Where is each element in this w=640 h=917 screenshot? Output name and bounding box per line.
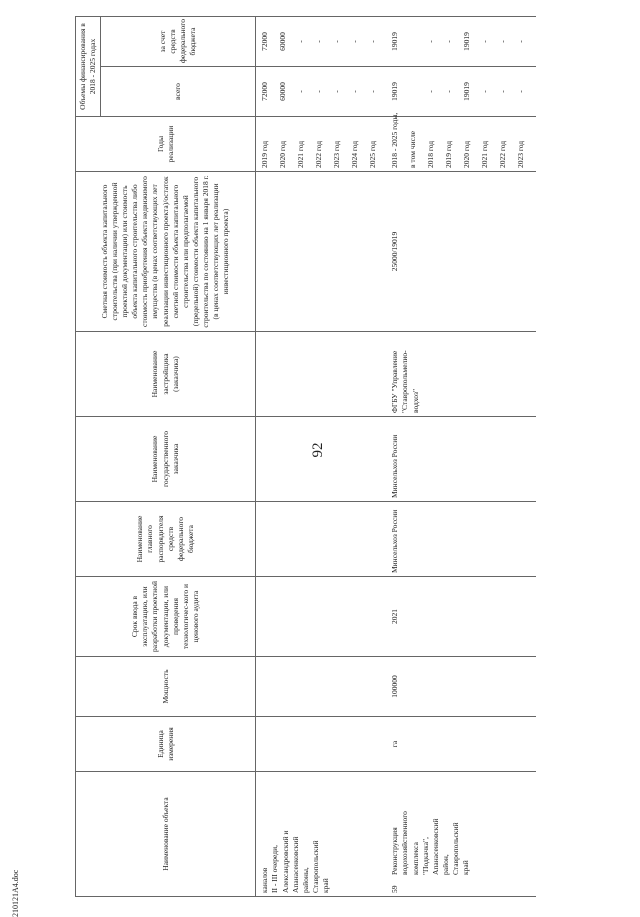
- rotated-table-wrapper: [75, 17, 575, 897]
- row59-total: 19019 - - 19019 - - -: [388, 67, 536, 117]
- header-deadline: Срок ввода в эксплуатацию, или разработки проектной документации, или проведения технологичес-кого и ценового аудита: [76, 577, 256, 657]
- row59-number: 59: [390, 885, 400, 893]
- header-customer: Наименование государственного заказчика: [76, 417, 256, 502]
- header-cost: Сметная стоимость объекта капитального строительства (при наличии утвержденной проектной документации) или стоимость объекта капитального строительства либо стоимость приобретения объекта недвижимого имущества (в ценах соответствующих лет реализации инвестиционного проекта)/остаток сметной стоимости объекта капитального строительства или предполагаемой (предельной) стоимости объекта капитального строительства по состоянию на 1 января 2018 г. (в ценах соответствующих лет реализации инвестиционного проекта): [76, 172, 256, 332]
- header-years: Годы реализации: [76, 117, 256, 172]
- table-header: [76, 17, 256, 897]
- investment-table: [75, 16, 536, 897]
- row59-federal: 19019 - - 19019 - - -: [388, 17, 536, 67]
- header-manager: Наименование главного распорядителя средств федерального бюджета: [76, 502, 256, 577]
- table-row: [256, 17, 389, 897]
- header-unit: Единица измерения: [76, 717, 256, 772]
- row59-developer: ФГБУ "Управление "Ставропольмелио-водхоз": [388, 332, 536, 417]
- footer-filename: 210121A4.doc: [11, 869, 20, 917]
- header-capacity: Мощность: [76, 657, 256, 717]
- prev-row-total: 72000 60000 - - - - -: [256, 67, 389, 117]
- prev-row-federal: 72000 60000 - - - - -: [256, 17, 389, 67]
- row59-years: 2018 - 2025 годы, в том числе 2018 год 2019 год 2020 год 2021 год 2022 год 2023 год: [388, 117, 536, 172]
- row59-cost: 25000/19019: [388, 172, 536, 332]
- header-federal: за счет средств федерального бюджета: [101, 17, 256, 67]
- row59-name: 59 Реконструкция водохозяйственного комплекса "Подкачка", Апанасенковский район, Ставропольский край: [388, 772, 536, 897]
- row59-unit: га: [388, 717, 536, 772]
- page-number: 92: [310, 442, 326, 458]
- prev-row-years: 2019 год 2020 год 2021 год 2022 год 2023 год 2024 год 2025 год: [256, 117, 389, 172]
- header-funding: Объемы финансирования в 2018 - 2025 годах: [76, 17, 101, 117]
- header-developer: Наименование застройщика (заказчика): [76, 332, 256, 417]
- row59-deadline: 2021: [388, 577, 536, 657]
- prev-row-name: каналов II - III очереди, Александровский и Апанасенковский районы, Ставропольский край: [256, 772, 389, 897]
- header-total: всего: [101, 67, 256, 117]
- row59-customer: Минсельхоз России: [388, 417, 536, 502]
- row59-capacity: 100000: [388, 657, 536, 717]
- header-name: Наименование объекта: [76, 772, 256, 897]
- table-row: [388, 17, 536, 897]
- row59-manager: Минсельхоз России: [388, 502, 536, 577]
